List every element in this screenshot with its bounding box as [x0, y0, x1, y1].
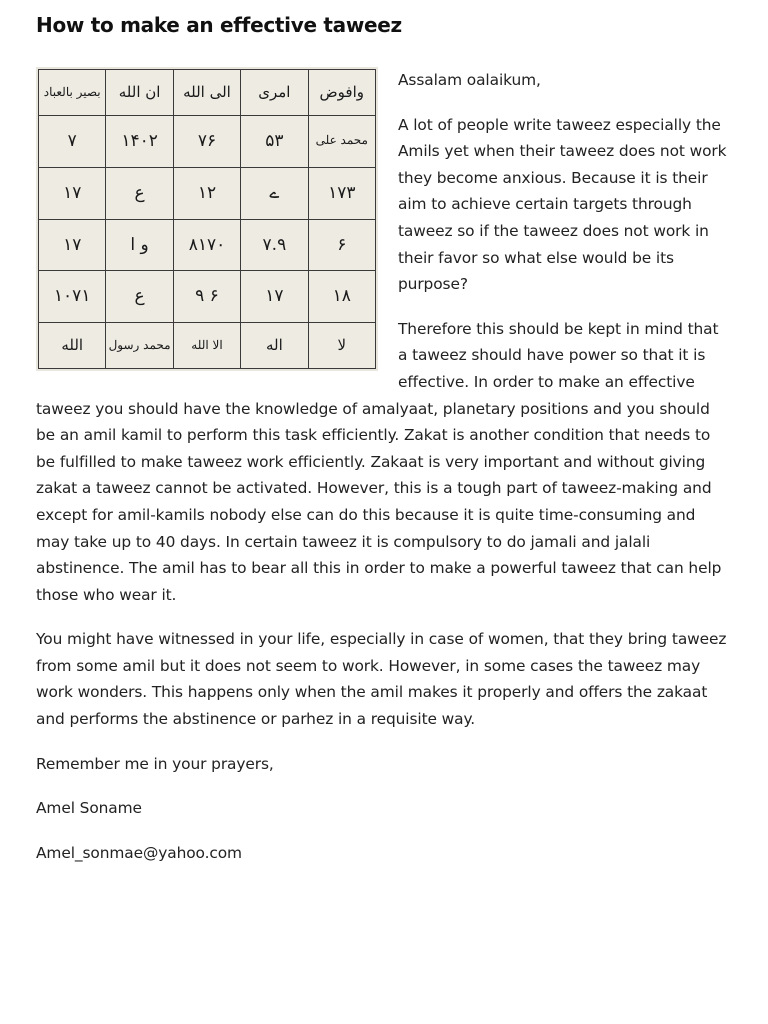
author-email: Amel_sonmae@yahoo.com — [36, 843, 242, 862]
taweez-cell: الا الله — [173, 323, 240, 369]
taweez-row — [39, 167, 376, 219]
closing-text: Remember me in your prayers, — [36, 754, 274, 773]
taweez-row — [39, 323, 376, 369]
taweez-cell: محمد رسول — [106, 323, 173, 369]
taweez-cell: ۵۳ — [241, 116, 308, 168]
taweez-cell: ان الله — [106, 70, 173, 116]
taweez-cell: و ا — [106, 219, 173, 271]
taweez-cell: ۷۶ — [173, 116, 240, 168]
taweez-cell: ۷ — [39, 116, 106, 168]
taweez-cell: بصیر بالعباد — [39, 70, 106, 116]
taweez-cell: اله — [241, 323, 308, 369]
paragraph-3: You might have witnessed in your life, especially in case of women, that they bring taweez from some amil but it does not seem to work. However, in some cases the taweez may work wonders. This happens only when the amil makes it properly and offers the zakaat and performs the abstinence or parhez in a requisite way. — [36, 630, 727, 729]
taweez-cell: ۹ ۶ — [173, 271, 240, 323]
taweez-cell: ۱۸ — [308, 271, 375, 323]
taweez-cell: محمد علی — [308, 116, 375, 168]
taweez-row — [39, 271, 376, 323]
taweez-cell: ۱۴۰۲ — [106, 116, 173, 168]
taweez-cell: الی الله — [173, 70, 240, 116]
paragraph-2: Therefore this should be kept in mind that a taweez should have power so that it is effective. In order to make an effective taweez you should have the knowledge of amalyaat, planetary positions and you should be an amil kamil to perform this task efficiently. Zakat is another condition that needs to be fulfilled to make taweez work efficiently. Zakaat is very important and without giving zakat a taweez cannot be activated. However, this is a tough part of taweez-making and except for amil-kamils nobody else can do this because it is quite time-consuming and may take up to 40 days. In certain taweez it is compulsory to do jamali and jalali abstinence. The amil has to bear all this in order to make a powerful taweez that can help those who wear it. — [36, 319, 722, 604]
taweez-row — [39, 70, 376, 116]
taweez-cell: ۸۱۷۰ — [173, 219, 240, 271]
taweez-cell: ۱۷۳ — [308, 167, 375, 219]
greeting-text: Assalam oalaikum, — [398, 71, 541, 89]
taweez-image — [36, 67, 378, 371]
taweez-cell: ع — [106, 271, 173, 323]
taweez-cell: الله — [39, 323, 106, 369]
taweez-cell: لا — [308, 323, 375, 369]
taweez-cell: ۱۰۷۱ — [39, 271, 106, 323]
taweez-cell: ۶ — [308, 219, 375, 271]
taweez-row — [39, 219, 376, 271]
taweez-cell: ۱۷ — [241, 271, 308, 323]
author-name: Amel Soname — [36, 799, 142, 818]
taweez-cell: امری — [241, 70, 308, 116]
paragraph-1: A lot of people write taweez especially the Amils yet when their taweez does not work they become anxious. Because it is their aim to achieve certain targets through taweez so if the taweez does not work in their favor so what else would be its purpose? — [398, 115, 727, 294]
taweez-cell: ۱۷ — [39, 219, 106, 271]
taweez-cell: ے — [241, 167, 308, 219]
taweez-cell: وافوض — [308, 70, 375, 116]
taweez-grid — [38, 69, 376, 369]
article-title: How to make an effective taweez — [36, 13, 402, 37]
taweez-cell: ۱۷ — [39, 167, 106, 219]
taweez-row — [39, 116, 376, 168]
article-body — [36, 67, 732, 866]
taweez-cell: ع — [106, 167, 173, 219]
taweez-cell: ۱۲ — [173, 167, 240, 219]
taweez-cell: ۷.۹ — [241, 219, 308, 271]
